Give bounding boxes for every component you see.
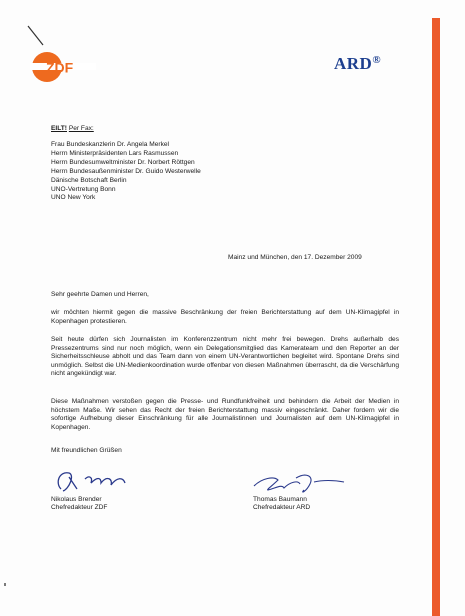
zdf-logo-text: ZDF	[46, 59, 74, 76]
recipient-item: Frau Bundeskanzlerin Dr. Angela Merkel	[51, 141, 170, 148]
recipient-item: Dänische Botschaft Berlin	[51, 176, 127, 184]
recipient-item: Herrn Bundesumweltminister Dr. Norbert Röttgen	[51, 158, 195, 166]
recipient-item: UNO New York	[51, 194, 96, 202]
signature-baumann	[248, 468, 348, 498]
recipient-item: UNO-Vertretung Bonn	[51, 185, 116, 193]
signatory-name: Nikolaus Brender	[51, 496, 102, 503]
signatory-name: Thomas Baumann	[253, 496, 307, 503]
pen-stroke-mark	[26, 24, 46, 48]
signature-brender	[51, 465, 161, 497]
zdf-logo	[30, 50, 96, 84]
closing-line: Mit freundlichen Grüßen	[51, 447, 122, 454]
body-paragraph: Seit heute dürfen sich Journalisten im Konferenzzentrum nicht mehr frei bewegen. Drehs außerhalb des Pressezentrums sind nur noch möglich, wenn ein Delegationsmitglied das Kamerateam und den Reporter an der Sicherheitsschleuse abholt und das Team dann von einem UN-Verantwortlichen begleitet wird. Spontane Drehs sind unmöglich. Selbst die UN-Medienkoordination wurde offenbar von diesen Maßnahmen überrascht, da die Verschärfung nicht angekündigt war.	[51, 336, 399, 377]
urgent-label: EILT!	[51, 125, 67, 132]
signatory-brender	[51, 496, 107, 513]
margin-dot	[4, 583, 6, 586]
signatory-baumann	[253, 496, 310, 513]
signatory-title: Chefredakteur ZDF	[51, 504, 108, 512]
recipient-item: Herrn Bundesaußenminister Dr. Guido Westerwelle	[51, 167, 201, 175]
body-paragraph: Diese Maßnahmen verstoßen gegen die Presse- und Rundfunkfreiheit und behindern die Arbeit der Medien in höchstem Maße. Wir sehen das Recht der freien Berichterstattung massiv eingeschränkt. Daher fordern wir die sofortige Aufhebung dieser Einschränkung für alle Journalistinnen und Journalisten auf dem UN-Klimagipfel in Kopenhagen.	[51, 398, 399, 431]
ard-logo-text: ARD	[334, 54, 373, 73]
salutation: Sehr geehrte Damen und Herren,	[51, 291, 149, 298]
side-accent-bar	[432, 18, 440, 616]
ard-symbol-icon: ®	[372, 54, 382, 66]
recipient-list	[51, 141, 201, 203]
fax-heading	[51, 125, 94, 132]
body-paragraph: wir möchten hiermit gegen die massive Beschränkung der freien Berichterstattung auf dem UN-Klimagipfel in Kopenhagen protestieren.	[51, 309, 399, 325]
recipient-item: Herrn Ministerpräsidenten Lars Rasmussen	[51, 149, 179, 157]
signatory-title: Chefredakteur ARD	[253, 504, 311, 512]
per-fax-label: Per Fax:	[68, 125, 94, 132]
place-date: Mainz und München, den 17. Dezember 2009	[228, 254, 362, 261]
ard-logo	[334, 54, 400, 76]
